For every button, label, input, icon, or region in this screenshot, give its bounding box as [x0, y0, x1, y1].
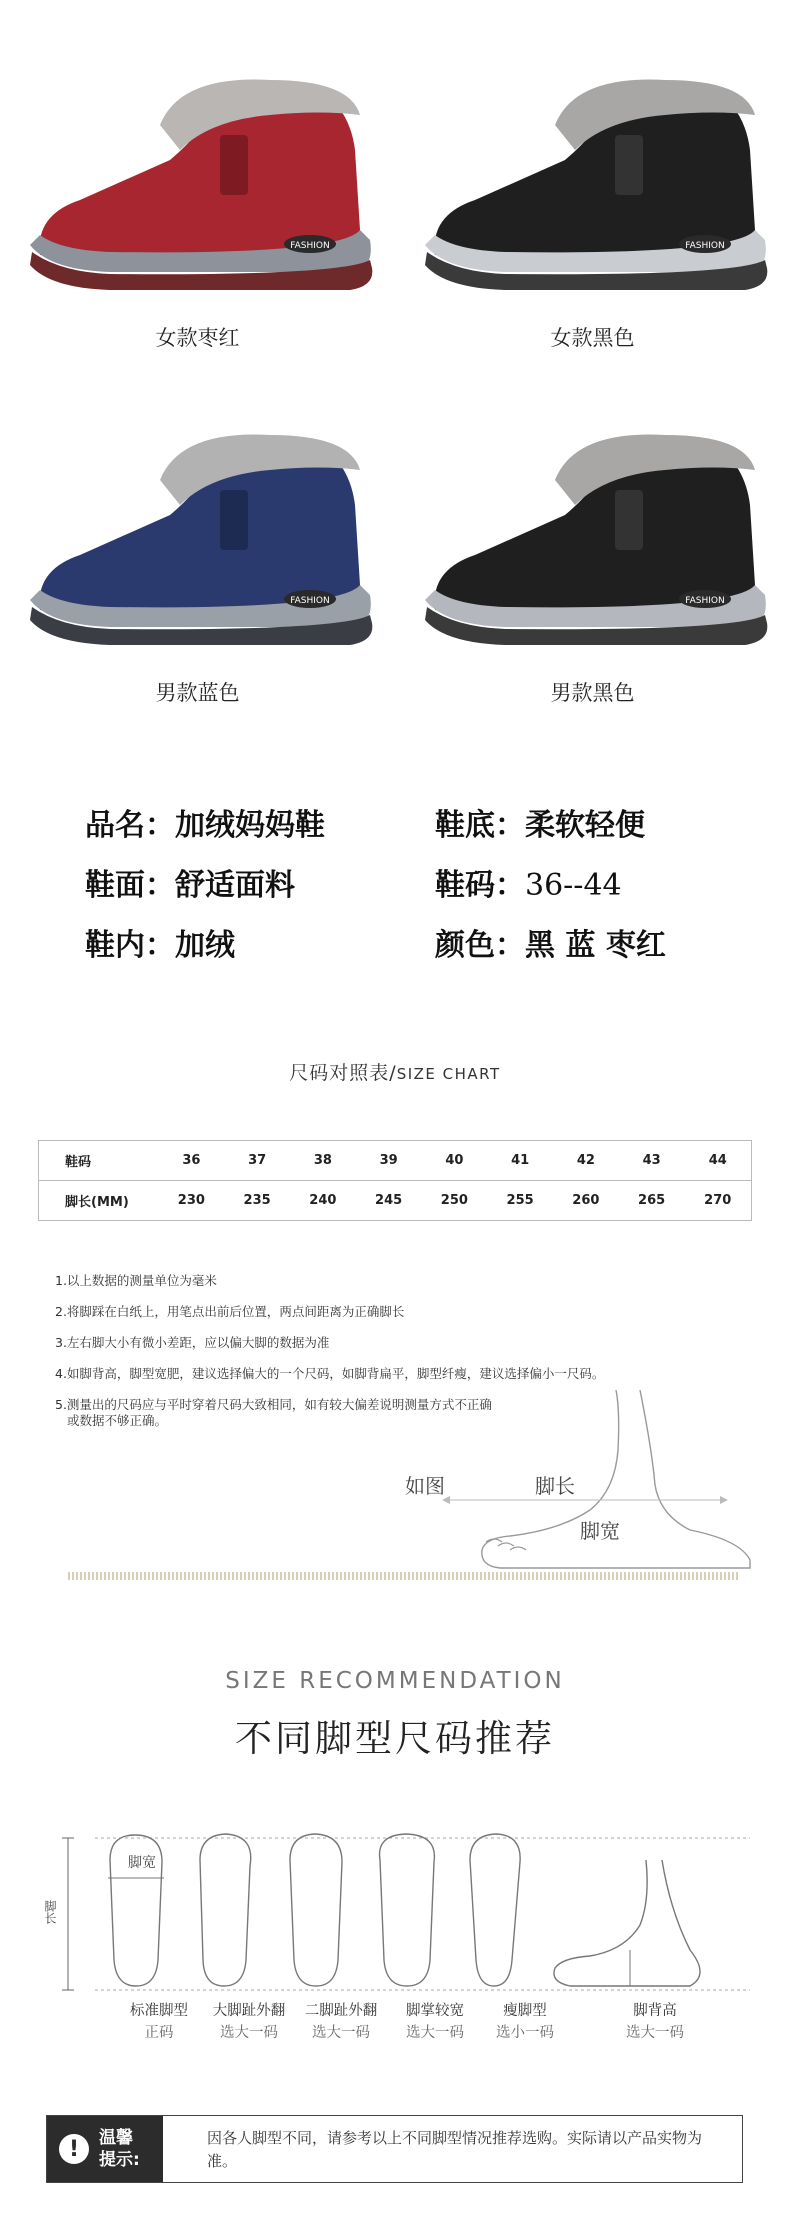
length-cell: 265 [619, 1181, 685, 1221]
foot-type-name: 脚背高 [633, 2003, 677, 2019]
spec-label: 颜色： [435, 928, 525, 963]
foot-type-advice: 选大一码 [626, 2025, 684, 2041]
spec-colors [435, 920, 666, 964]
label-foot-length: 脚长 [43, 1900, 57, 1924]
foot-outlines [50, 1800, 750, 2000]
foot-type-advice: 正码 [144, 2025, 174, 2041]
spec-value: 黑 蓝 枣红 [525, 928, 666, 963]
size-cell: 39 [379, 1153, 398, 1168]
shoe-caption: 男款黑色 [550, 681, 635, 705]
foot-type-diagram [43, 1800, 750, 2020]
foot-type-name: 标准脚型 [130, 2003, 188, 2019]
shoe-image-men-black [415, 395, 775, 655]
foot-type-advice: 选大一码 [406, 2025, 464, 2041]
length-cell: 255 [487, 1181, 553, 1221]
length-cell: 245 [356, 1181, 422, 1221]
spec-label: 鞋码： [435, 868, 525, 903]
note-item: 2.将脚踩在白纸上，用笔点出前后位置，两点间距离为正确脚长 [55, 1304, 405, 1319]
size-cell: 43 [642, 1153, 661, 1168]
shoe-caption: 男款蓝色 [155, 681, 240, 705]
length-cell: 250 [422, 1181, 488, 1221]
note-item: 3.左右脚大小有微小差距，应以偏大脚的数据为准 [55, 1335, 330, 1350]
foot-type-advice: 选大一码 [220, 2025, 278, 2041]
shoe-badge-text: FASHION [290, 241, 330, 251]
row-label: 脚长(MM) [39, 1181, 159, 1221]
foot-type-advice: 选小一码 [496, 2025, 554, 2041]
spec-value: 加绒 [175, 928, 235, 963]
size-cell: 37 [248, 1153, 267, 1168]
size-cell: 40 [445, 1153, 464, 1168]
size-cell: 42 [576, 1153, 595, 1168]
foot-measure-illustration [390, 1390, 770, 1570]
shoe-badge-text: FASHION [685, 596, 725, 606]
length-cell: 235 [224, 1181, 290, 1221]
label-as-shown: 如图 [405, 1474, 445, 1498]
size-chart-title-en: SIZE CHART [396, 1065, 501, 1083]
label-foot-width: 脚宽 [128, 1855, 156, 1871]
shoe-badge-text: FASHION [290, 596, 330, 606]
tip-label: 温馨提示: [99, 2128, 140, 2170]
shoe-badge-text: FASHION [685, 241, 725, 251]
foot-type-name: 大脚趾外翻 [212, 2003, 286, 2019]
length-cell: 230 [159, 1181, 225, 1221]
foot-type-name: 二脚趾外翻 [304, 2003, 378, 2019]
spec-label: 鞋内： [85, 928, 175, 963]
size-cell: 38 [313, 1153, 332, 1168]
shoe-caption: 女款枣红 [155, 326, 240, 350]
spec-label: 品名： [85, 808, 175, 843]
spec-value: 柔软轻便 [525, 808, 645, 843]
tip-text: 因各人脚型不同，请参考以上不同脚型情况推荐选购。实际请以产品实物为准。 [207, 2129, 703, 2170]
product-gallery [0, 0, 790, 720]
note-item: 1.以上数据的测量单位为毫米 [55, 1273, 217, 1288]
spec-label: 鞋面： [85, 868, 175, 903]
shoe-image-wine-red [20, 40, 380, 300]
length-cell: 270 [685, 1181, 752, 1221]
shoe-card-men-black [395, 355, 790, 715]
recommendation-title-cn: 不同脚型尺码推荐 [235, 1717, 555, 1760]
tip-header [47, 2116, 163, 2182]
shoe-card-women-black [395, 0, 790, 360]
foot-type-advice: 选大一码 [312, 2025, 370, 2041]
divider [68, 1572, 738, 1580]
shoe-card-women-wine-red [0, 0, 395, 360]
spec-lining [85, 920, 235, 964]
size-cell: 44 [708, 1153, 727, 1168]
table-row-lengths [39, 1181, 752, 1221]
exclamation-icon: ! [59, 2134, 89, 2164]
shoe-card-men-navy [0, 355, 395, 715]
size-chart-title [0, 1058, 790, 1085]
tip-bar [46, 2115, 743, 2183]
size-cell: 36 [182, 1153, 201, 1168]
label-foot-width: 脚宽 [580, 1519, 620, 1543]
spec-label: 鞋底： [435, 808, 525, 843]
table-row-sizes [39, 1141, 752, 1181]
spec-sole [435, 800, 645, 844]
foot-type-name: 脚掌较宽 [406, 2003, 464, 2019]
foot-type-name: 瘦脚型 [503, 2003, 547, 2019]
spec-value: 加绒妈妈鞋 [175, 808, 325, 843]
note-item: 4.如脚背高，脚型宽肥，建议选择偏大的一个尺码，如脚背扁平，脚型纤瘦，建议选择偏小一尺码。 [55, 1366, 605, 1381]
size-cell: 41 [511, 1153, 530, 1168]
row-label: 鞋码 [65, 1155, 92, 1170]
spec-name [85, 800, 325, 844]
note-item-continued: 或数据不够正确。 [67, 1413, 168, 1428]
foot-type-high-instep [600, 2000, 710, 2044]
recommendation-title-en: SIZE RECOMMENDATION [225, 1668, 565, 1694]
note-item: 5.测量出的尺码应与平时穿着尺码大致相同，如有较大偏差说明测量方式不正确 [55, 1397, 492, 1412]
foot-type-slim [470, 2000, 580, 2044]
size-chart-title-cn: 尺码对照表/ [289, 1062, 397, 1084]
length-cell: 260 [553, 1181, 619, 1221]
shoe-image-navy [20, 395, 380, 655]
spec-value: 36--44 [525, 868, 622, 903]
length-cell: 240 [290, 1181, 356, 1221]
spec-value: 舒适面料 [175, 868, 295, 903]
spec-size-range [435, 860, 622, 904]
shoe-caption: 女款黑色 [550, 326, 635, 350]
spec-upper [85, 860, 295, 904]
shoe-image-women-black [415, 40, 775, 300]
label-foot-length: 脚长 [535, 1474, 575, 1498]
size-table [38, 1140, 752, 1221]
